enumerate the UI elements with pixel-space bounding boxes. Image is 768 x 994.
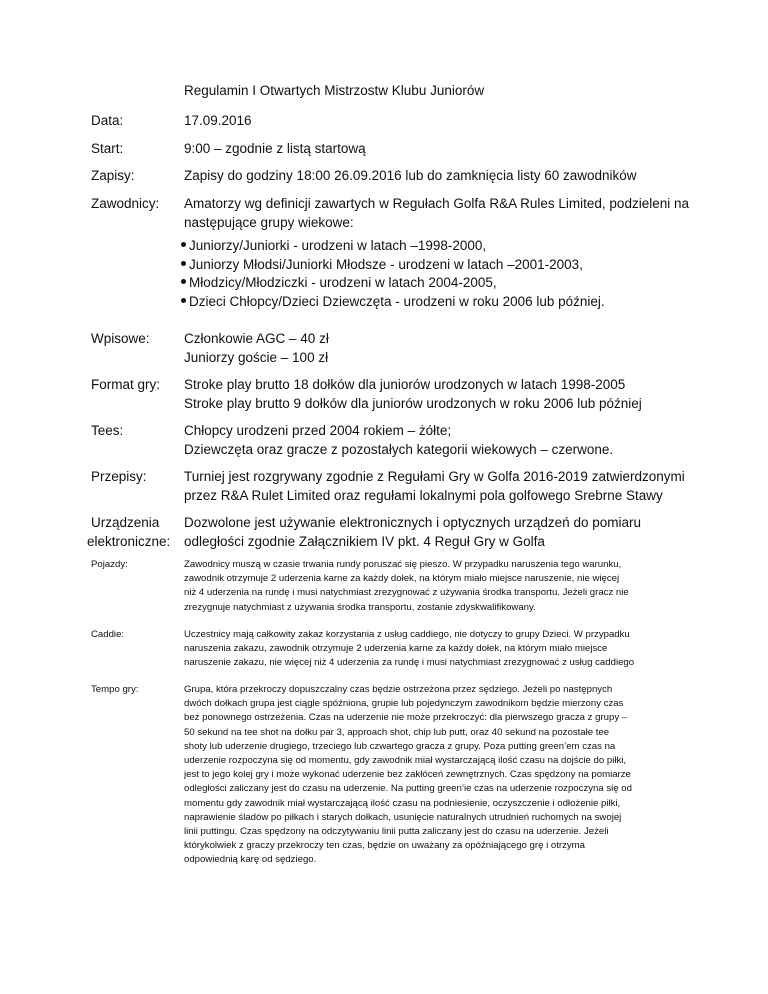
bullet-icon — [181, 279, 186, 284]
players-label: Zawodnicy: — [91, 196, 160, 211]
devices-label: Urządzenia elektroniczne: — [87, 515, 171, 549]
rules-label: Przepisy: — [91, 469, 147, 484]
list-item: Młodzicy/Młodziczki - urodzeni w latach 2004-2005, — [181, 274, 605, 293]
signup-value: Zapisy do godziny 18:00 26.09.2016 lub do zamknięcia listy 60 zawodników — [184, 168, 637, 183]
signup-label: Zapisy: — [91, 168, 135, 183]
list-item: Dzieci Chłopcy/Dzieci Dziewczęta - urodzeni w roku 2006 lub później. — [181, 293, 605, 312]
pace-line: Grupa, która przekroczy dopuszczalny czas będzie ostrzeżona przez sędziego. Jeżeli po następnych — [184, 684, 613, 695]
caddie-line: naruszenie zakazu, nie więcej niż 4 uderzenia za rundę i musi natychmiast zrezygnować z usług caddiego — [184, 657, 635, 669]
tees-line: Dziewczęta oraz gracze z pozostałych kategorii wiekowych – czerwone. — [184, 441, 614, 457]
rules-line: Turniej jest rozgrywany zgodnie z Regułami Gry w Golfa 2016-2019 zatwierdzonymi — [184, 469, 685, 484]
start-label: Start: — [91, 141, 124, 156]
pace-line: momentu gdy zawodnik miał wystarczającą ilość czasu na podniesienie, oczyszczenie i odłożenie piłki, — [184, 797, 621, 809]
vehicles-line: niż 4 uderzenia na rundę i musi natychmiast zrezygnować z używania środka transportu. Jeżeli gracz nie — [184, 587, 629, 599]
vehicles-line: zrezygnuje natychmiast z używania środka transportu, zostanie zdyskwalifikowany. — [184, 601, 536, 613]
devices-line: odległości zgodnie Załącznikiem IV pkt. 4 Reguł Gry w Golfa — [184, 533, 545, 549]
vehicles-line: Zawodnicy muszą w czasie trwania rundy poruszać się pieszo. W przypadku naruszenia tego warunku, — [184, 559, 622, 570]
bullet-icon — [181, 261, 186, 266]
pace-line: jest to jego kolej gry i może wykonać uderzenie bez zakłóceń zewnętrznych. Czas spędzony na pomiarze — [184, 769, 631, 781]
players-text-line: Amatorzy wg definicji zawartych w Regułach Golfa R&A Rules Limited, podzieleni na — [184, 196, 689, 211]
pace-line: którykolwiek z graczy przekroczy ten czas, będzie on uważany za opóźniającego grę i otrzyma — [184, 840, 585, 852]
caddie-label: Caddie: — [91, 629, 125, 640]
start-value: 9:00 – zgodnie z listą startową — [184, 141, 366, 156]
pace-line: naprawienie śladów po piłkach i starych dołkach, usunięcie naturalnych utrudnień ruchomych na swojej — [184, 811, 622, 823]
document-title: Regulamin I Otwartych Mistrzostw Klubu Juniorów — [184, 83, 485, 98]
bullet-icon — [181, 242, 186, 247]
caddie-line: naruszenia zakazu, zawodnik otrzymuje 2 uderzenia karne za każdy dołek, na którym miało miejsce — [184, 643, 608, 655]
bullet-icon — [181, 298, 186, 303]
vehicles-line: zawodnik otrzymuje 2 uderzenia karne za każdy dołek, na którym miało miejsce naruszenie, nie więcej — [184, 573, 620, 585]
caddie-line: Uczestnicy mają całkowity zakaz korzystania z usług caddiego, nie dotyczy to grupy Dzieci. W przypadku — [184, 629, 630, 640]
players-text-line: następujące grupy wiekowe: — [184, 214, 354, 230]
vehicles-label: Pojazdy: — [91, 559, 128, 570]
format-label: Format gry: — [91, 377, 161, 392]
devices-line: Dozwolone jest używanie elektronicznych i optycznych urządzeń do pomiaru — [184, 515, 641, 530]
rules-line: przez R&A Rulet Limited oraz regułami lokalnymi pola golfowego Srebrne Stawy — [184, 487, 663, 503]
tees-line: Chłopcy urodzeni przed 2004 rokiem – żółte; — [184, 423, 452, 438]
fee-label: Wpisowe: — [91, 331, 150, 346]
fee-line: Juniorzy goście – 100 zł — [184, 349, 329, 365]
pace-line: odpowiednią karę od sędziego. — [184, 854, 317, 866]
pace-line: uderzenie rozpoczyna się od momentu, gdy zawodnik miał wystarczającą ilość czasu na dojście do piłki, — [184, 755, 627, 767]
pace-line: odległości zaliczany jest do czasu na uderzenie. Na putting green’ie czas na uderzenie rozpoczyna się od — [184, 783, 632, 795]
age-groups-list — [181, 237, 605, 311]
format-line: Stroke play brutto 18 dołków dla juniorów urodzonych w latach 1998-2005 — [184, 377, 626, 392]
pace-line: bez ponownego ostrzeżenia. Czas na uderzenie nie może przekroczyć: dla pierwszego gracza z grupy – — [184, 712, 628, 724]
pace-label: Tempo gry: — [91, 684, 139, 695]
fee-line: Członkowie AGC – 40 zł — [184, 331, 329, 346]
pace-line: linii puttingu. Czas spędzony na odczytywaniu linii putta zaliczany jest do czasu na uderzenie. Jeżeli — [184, 826, 609, 838]
format-line: Stroke play brutto 9 dołków dla juniorów urodzonych w roku 2006 lub później — [184, 395, 642, 411]
date-value: 17.09.2016 — [184, 113, 252, 128]
pace-line: dwóch dołkach grupa jest ciągle spóźniona, grupie lub pojedynczym zawodnikom będzie mierzony czas — [184, 698, 624, 710]
tees-label: Tees: — [91, 423, 124, 438]
pace-line: shoty lub uderzenie drugiego, trzeciego lub czwartego gracza z grupy. Poza putting green’em czas na — [184, 740, 616, 752]
pace-line: 50 sekund na tee shot na dołku par 3, approach shot, chip lub putt, oraz 40 sekund na pozostałe tee — [184, 726, 610, 738]
list-item: Juniorzy Młodsi/Juniorki Młodsze - urodzeni w latach –2001-2003, — [181, 256, 605, 275]
date-label: Data: — [91, 113, 124, 128]
list-item: Juniorzy/Juniorki - urodzeni w latach –1998-2000, — [181, 237, 605, 256]
